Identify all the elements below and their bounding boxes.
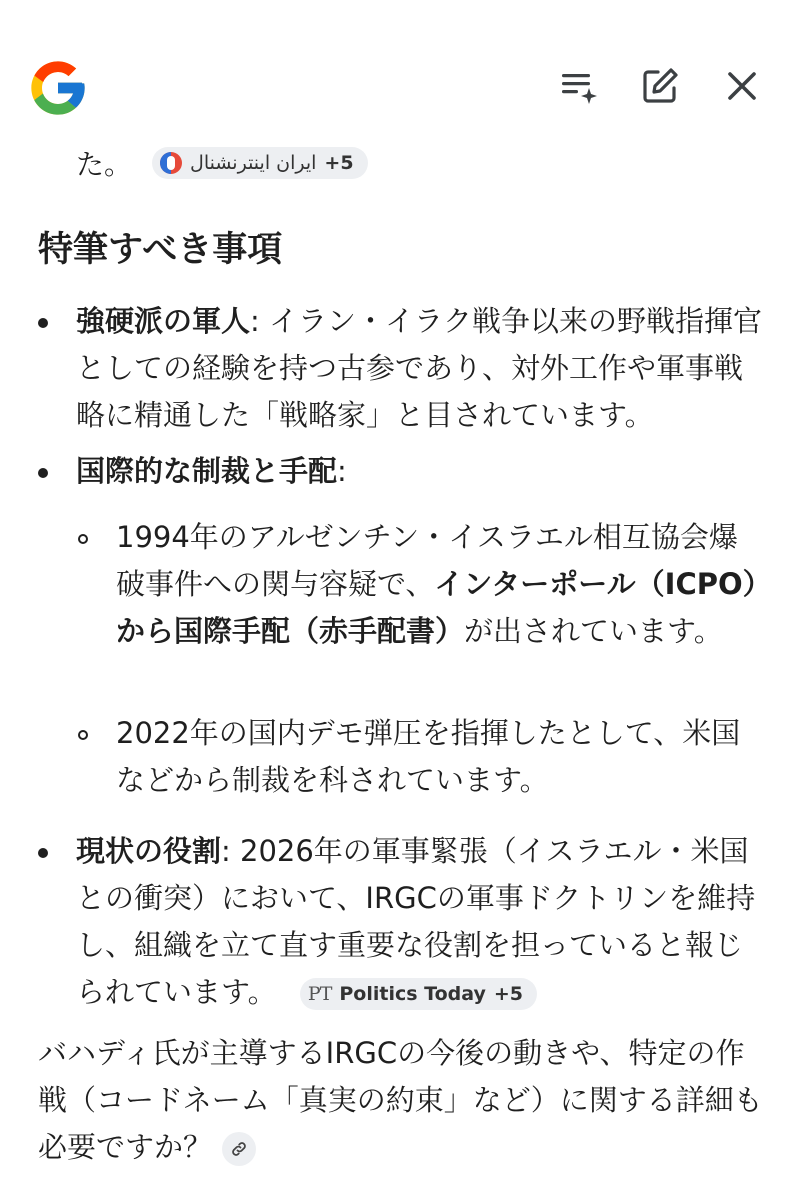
source-chip-count: +5 xyxy=(493,982,524,1005)
list-item xyxy=(76,828,766,1016)
close-icon xyxy=(722,66,762,106)
sub-list-item xyxy=(116,710,766,804)
edit-icon xyxy=(640,66,680,106)
link-icon xyxy=(230,1140,248,1158)
sub-bullet-bold: インターポール（ICPO）から国際手配（赤手配書） xyxy=(116,567,758,648)
bullet-text: : イラン・イラク戦争以来の野戦指揮官としての経験を持つ古参であり、対外工作や軍事戦略に精通した「戦略家」と目されています。 xyxy=(76,304,763,432)
edit-button[interactable] xyxy=(638,64,682,108)
source-chip[interactable] xyxy=(152,147,368,179)
bullet-label: 現状の役割 xyxy=(76,834,222,868)
top-bar xyxy=(0,0,800,150)
list-sparkle-icon xyxy=(558,66,598,106)
source-chip-label: ایران اینترنشنال xyxy=(190,152,317,174)
politics-today-logo-icon: PT xyxy=(307,982,332,1005)
list-sparkle-button[interactable] xyxy=(556,64,600,108)
source-logo-icon xyxy=(160,152,182,174)
bullet-dot xyxy=(38,318,48,328)
source-chip[interactable] xyxy=(300,978,537,1010)
fragment-line xyxy=(76,146,368,180)
sub-bullet-dot xyxy=(78,730,88,740)
bullet-text: : xyxy=(337,454,347,488)
bullet-dot xyxy=(38,848,48,858)
google-logo-icon xyxy=(26,56,90,120)
link-button[interactable] xyxy=(222,1132,256,1166)
list-item xyxy=(76,448,766,495)
closing-text: バハディ氏が主導するIRGCの今後の動きや、特定の作戦（コードネーム「真実の約束」など）に関する詳細も必要ですか？ xyxy=(38,1036,763,1164)
list-item xyxy=(76,298,766,439)
bullet-text: : 2026年の軍事緊張（イスラエル・米国との衝突）において、IRGCの軍事ドクトリンを維持し、組織を立て直す重要な役割を担っていると報じられています。 xyxy=(76,834,756,1009)
sub-bullet-dot xyxy=(78,534,88,544)
sub-list-item xyxy=(116,514,766,655)
fragment-text: た。 xyxy=(76,148,133,181)
bullet-label: 国際的な制裁と手配 xyxy=(76,454,338,488)
sub-bullet-text: 1994年のアルゼンチン・イスラエル相互協会爆破事件への関与容疑で、 xyxy=(116,520,738,601)
sub-bullet-text: 2022年の国内デモ弾圧を指揮したとして、米国などから制裁を科されています。 xyxy=(116,716,741,797)
sub-bullet-text: が出されています。 xyxy=(464,614,723,648)
closing-paragraph xyxy=(38,1030,768,1171)
section-title: 特筆すべき事項 xyxy=(38,230,283,270)
close-button[interactable] xyxy=(720,64,764,108)
bullet-label: 強硬派の軍人 xyxy=(76,304,251,338)
source-chip-label: Politics Today xyxy=(339,982,486,1005)
source-chip-count: +5 xyxy=(324,152,354,174)
bullet-dot xyxy=(38,468,48,478)
